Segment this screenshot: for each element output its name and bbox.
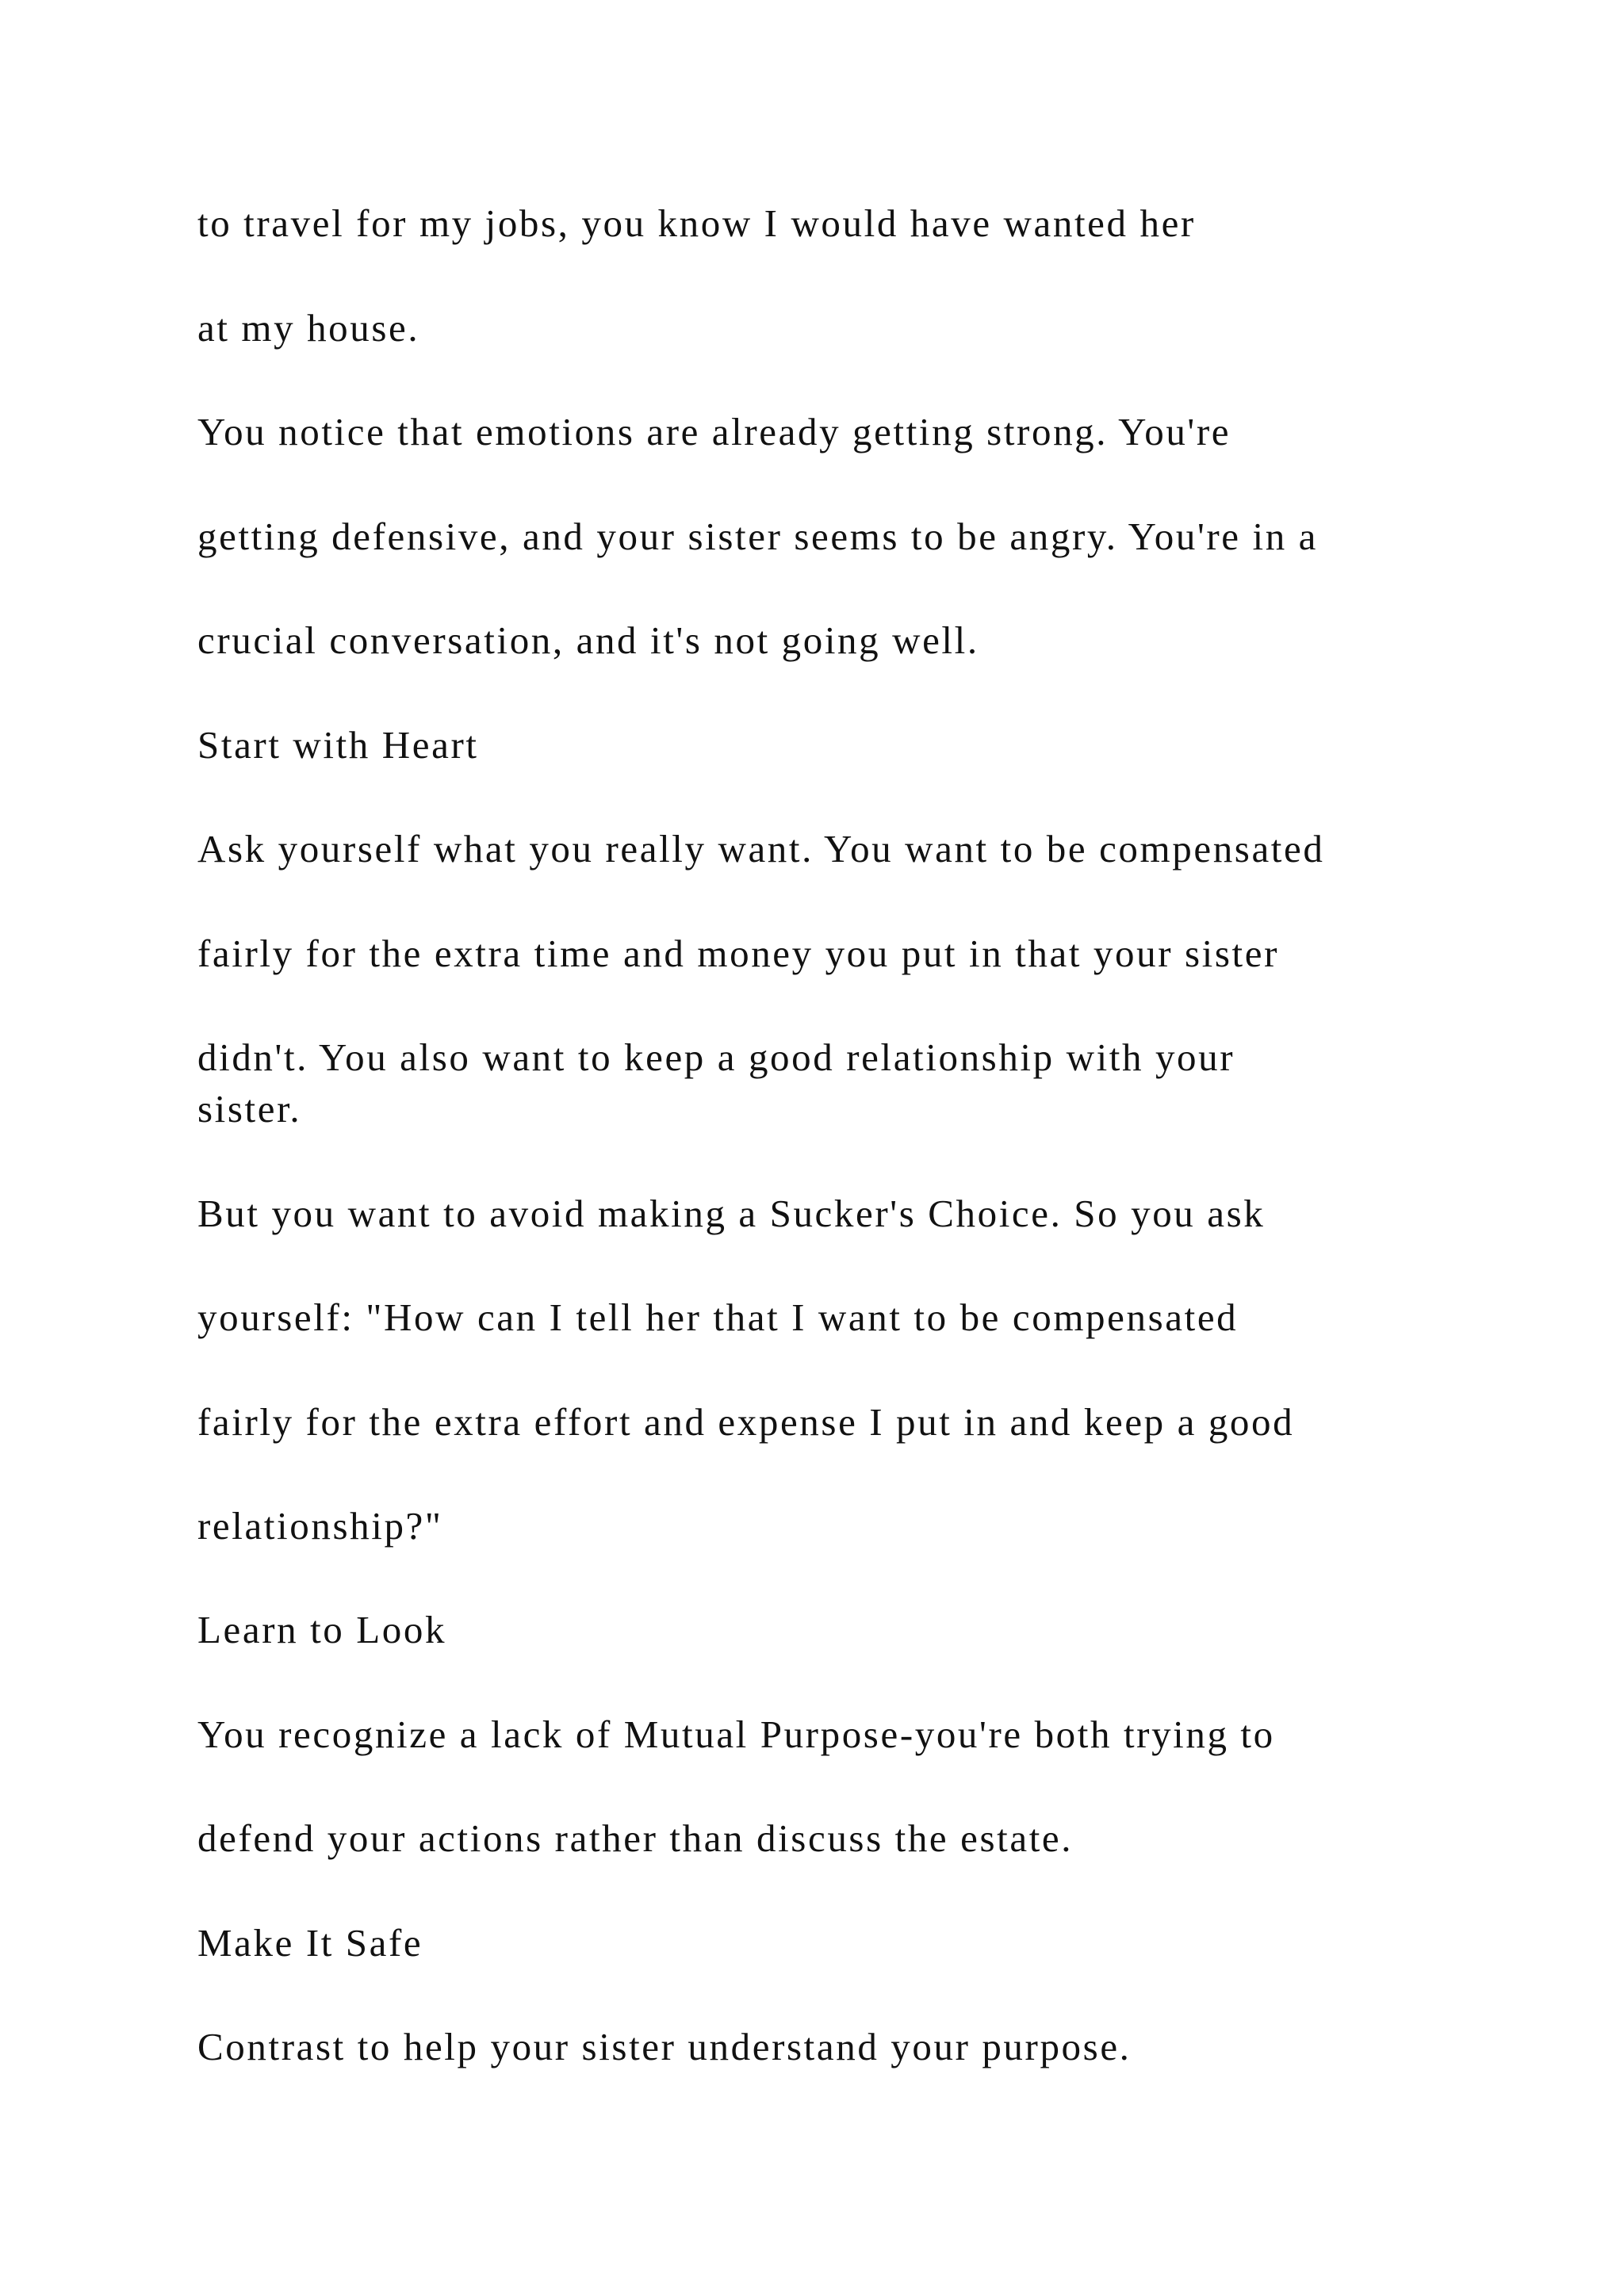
paragraph-line: yourself: "How can I tell her that I want to be compensated xyxy=(197,1295,1239,1339)
paragraph-line: fairly for the extra time and money you put in that your sister xyxy=(197,932,1279,975)
paragraph-line: didn't. You also want to keep a good relationship with your xyxy=(197,1035,1235,1079)
paragraph-line: fairly for the extra effort and expense I put in and keep a good xyxy=(197,1400,1295,1444)
paragraph-line: crucial conversation, and it's not going well. xyxy=(197,618,979,662)
paragraph-line: defend your actions rather than discuss the estate. xyxy=(197,1816,1074,1860)
paragraph-line: relationship?" xyxy=(197,1504,443,1548)
section-heading: Start with Heart xyxy=(197,723,479,767)
section-heading: Learn to Look xyxy=(197,1608,447,1651)
paragraph-line: sister. xyxy=(197,1087,302,1131)
paragraph-line: getting defensive, and your sister seems to be angry. You're in a xyxy=(197,515,1318,558)
paragraph-line: to travel for my jobs, you know I would have wanted her xyxy=(197,201,1196,245)
paragraph-line: Contrast to help your sister understand your purpose. xyxy=(197,2025,1132,2068)
paragraph-line: You notice that emotions are already getting strong. You're xyxy=(197,410,1231,453)
paragraph-line: You recognize a lack of Mutual Purpose-you're both trying to xyxy=(197,1712,1275,1756)
section-heading: Make It Safe xyxy=(197,1921,423,1965)
paragraph-line: at my house. xyxy=(197,306,420,350)
paragraph-line: But you want to avoid making a Sucker's Choice. So you ask xyxy=(197,1192,1266,1235)
paragraph-line: Ask yourself what you really want. You want to be compensated xyxy=(197,827,1325,871)
